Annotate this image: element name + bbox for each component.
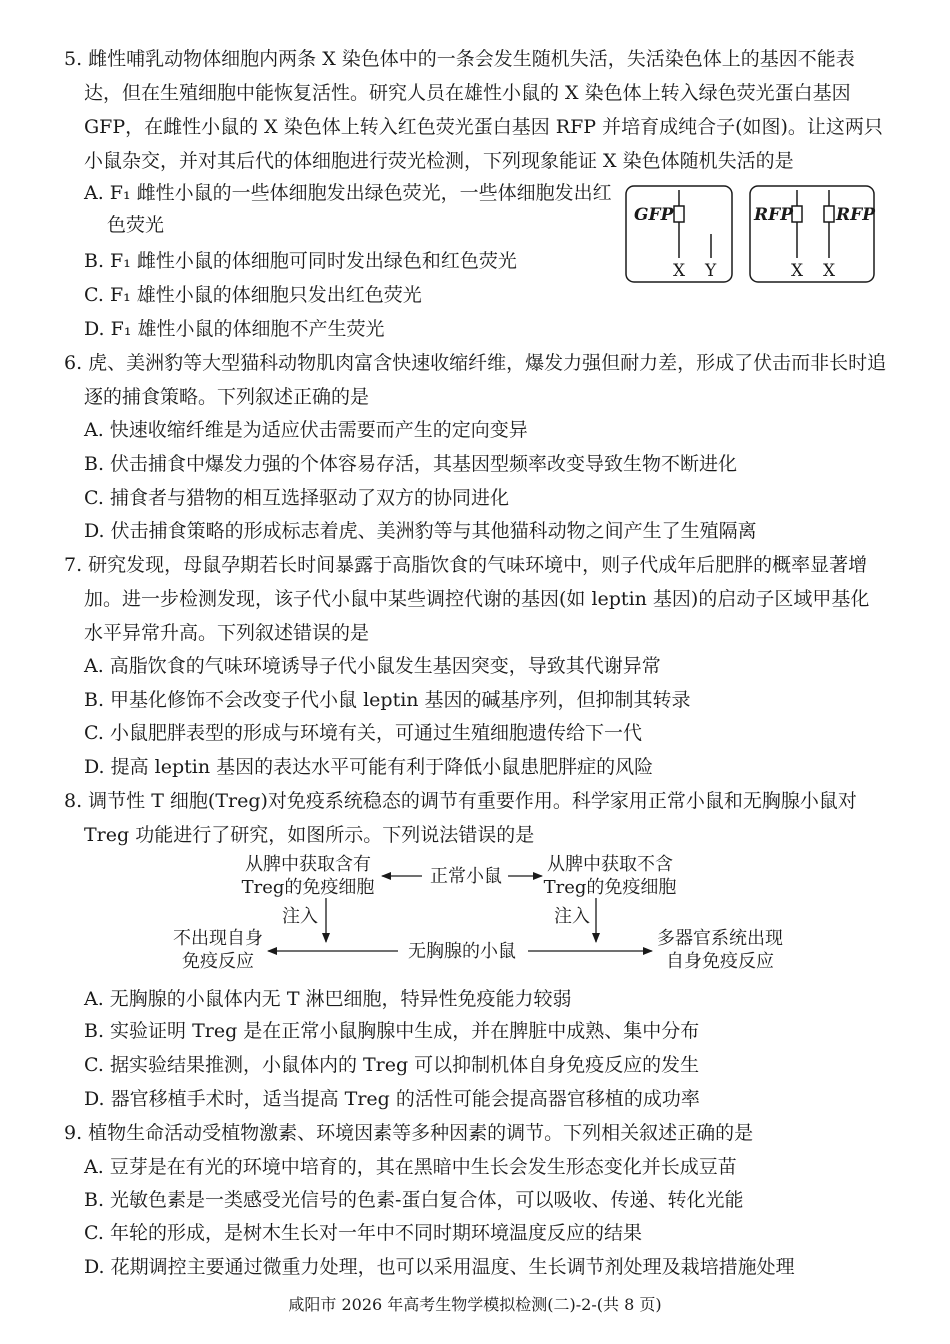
- gfp-label: GFP: [634, 205, 674, 225]
- q7-option-c: C. 小鼠肥胖表型的形成与环境有关，可通过生殖细胞遗传给下一代: [84, 722, 642, 744]
- q6-stem-line-1: 6. 虎、美洲豹等大型猫科动物肌肉富含快速收缩纤维，爆发力强但耐力差，形成了伏击而非长时追: [64, 352, 887, 374]
- female-x2-label: X: [823, 261, 836, 281]
- q5-stem-line-2: 达，但在生殖细胞中能恢复活性。研究人员在雄性小鼠的 X 染色体上转入绿色荧光蛋白基因: [84, 82, 851, 104]
- rfp-label-2: RFP: [836, 205, 875, 225]
- q8-stem-line-2: Treg 功能进行了研究，如图所示。下列说法错误的是: [84, 824, 535, 846]
- q5-option-d: D. F₁ 雄性小鼠的体细胞不产生荧光: [84, 318, 385, 340]
- q7-option-a: A. 高脂饮食的气味环境诱导子代小鼠发生基因突变，导致其代谢异常: [84, 655, 661, 677]
- q8-option-b: B. 实验证明 Treg 是在正常小鼠胸腺中生成，并在脾脏中成熟、集中分布: [84, 1020, 700, 1042]
- q6-option-c: C. 捕食者与猎物的相互选择驱动了双方的协同进化: [84, 487, 509, 509]
- q8-option-d: D. 器官移植手术时，适当提高 Treg 的活性可能会提高器官移植的成功率: [84, 1088, 700, 1110]
- female-x1-label: X: [791, 261, 804, 281]
- right-bottom-label-2: 自身免疫反应: [666, 951, 774, 972]
- q6-stem-line-2: 逐的捕食策略。下列叙述正确的是: [84, 386, 370, 408]
- male-x-label: X: [673, 261, 686, 281]
- q7-stem-line-1: 7. 研究发现，母鼠孕期若长时间暴露于高脂饮食的气味环境中，则子代成年后肥胖的概率显著增: [64, 554, 868, 576]
- q6-option-a: A. 快速收缩纤维是为适应伏击需要而产生的定向变异: [84, 419, 528, 441]
- q5-option-a-cont: 色荧光: [107, 214, 165, 236]
- q5-stem-line-4: 小鼠杂交，并对其后代的体细胞进行荧光检测，下列现象能证 X 染色体随机失活的是: [84, 150, 794, 172]
- q5-stem-line-1: 5. 雌性哺乳动物体细胞内两条 X 染色体中的一条会发生随机失活，失活染色体上的基因不能表: [64, 48, 855, 70]
- q6-option-b: B. 伏击捕食中爆发力强的个体容易存活，其基因型频率改变导致生物不断进化: [84, 453, 738, 475]
- normal-mouse-label: 正常小鼠: [430, 866, 502, 887]
- left-top-label-2: Treg的免疫细胞: [241, 877, 375, 898]
- q9-option-a: A. 豆芽是在有光的环境中培育的，其在黑暗中生长会发生形态变化并长成豆苗: [84, 1156, 737, 1178]
- page-footer: 咸阳市 2026 年高考生物学模拟检测(二)-2-(共 8 页): [288, 1295, 662, 1314]
- q5-option-c: C. F₁ 雄性小鼠的体细胞只发出红色荧光: [84, 284, 422, 306]
- q7-option-d: D. 提高 leptin 基因的表达水平可能有利于降低小鼠患肥胖症的风险: [84, 756, 654, 778]
- q7-option-b: B. 甲基化修饰不会改变子代小鼠 leptin 基因的碱基序列，但抑制其转录: [84, 689, 691, 711]
- q7-stem-line-2: 加。进一步检测发现，该子代小鼠中某些调控代谢的基因(如 leptin 基因)的启动子区域甲基化: [84, 588, 870, 610]
- q5-option-a: A. F₁ 雌性小鼠的一些体细胞发出绿色荧光，一些体细胞发出红: [84, 182, 612, 204]
- left-bottom-label-1: 不出现自身: [173, 928, 263, 949]
- q9-option-c: C. 年轮的形成，是树木生长对一年中不同时期环境温度反应的结果: [84, 1222, 642, 1244]
- q8-option-a: A. 无胸腺的小鼠体内无 T 淋巴细胞，特异性免疫能力较弱: [84, 988, 572, 1010]
- q9-option-d: D. 花期调控主要通过微重力处理，也可以采用温度、生长调节剂处理及栽培措施处理: [84, 1256, 795, 1278]
- rfp-label-1: RFP: [754, 205, 793, 225]
- right-top-label-1: 从脾中获取不含: [547, 854, 673, 875]
- q8-option-c: C. 据实验结果推测，小鼠体内的 Treg 可以抑制机体自身免疫反应的发生: [84, 1054, 700, 1076]
- q9-stem-line-1: 9. 植物生命活动受植物激素、环境因素等多种因素的调节。下列相关叙述正确的是: [64, 1122, 754, 1144]
- q6-option-d: D. 伏击捕食策略的形成标志着虎、美洲豹等与其他猫科动物之间产生了生殖隔离: [84, 520, 757, 542]
- inject-label-left: 注入: [282, 906, 318, 927]
- athymic-mouse-label: 无胸腺的小鼠: [408, 941, 516, 962]
- left-bottom-label-2: 免疫反应: [182, 951, 254, 972]
- q5-option-b: B. F₁ 雌性小鼠的体细胞可同时发出绿色和红色荧光: [84, 250, 517, 272]
- q5-stem-line-3: GFP，在雌性小鼠的 X 染色体上转入红色荧光蛋白基因 RFP 并培育成纯合子(如图)。让这两只: [84, 116, 883, 138]
- q7-stem-line-3: 水平异常升高。下列叙述错误的是: [84, 622, 370, 644]
- inject-label-right: 注入: [554, 906, 590, 927]
- q9-option-b: B. 光敏色素是一类感受光信号的色素-蛋白复合体，可以吸收、传递、转化光能: [84, 1189, 744, 1211]
- left-top-label-1: 从脾中获取含有: [245, 854, 371, 875]
- q8-stem-line-1: 8. 调节性 T 细胞(Treg)对免疫系统稳态的调节有重要作用。科学家用正常小鼠和无胸腺小鼠对: [64, 790, 857, 812]
- male-y-label: Y: [705, 261, 717, 281]
- right-bottom-label-1: 多器官系统出现: [657, 928, 783, 949]
- right-top-label-2: Treg的免疫细胞: [543, 877, 677, 898]
